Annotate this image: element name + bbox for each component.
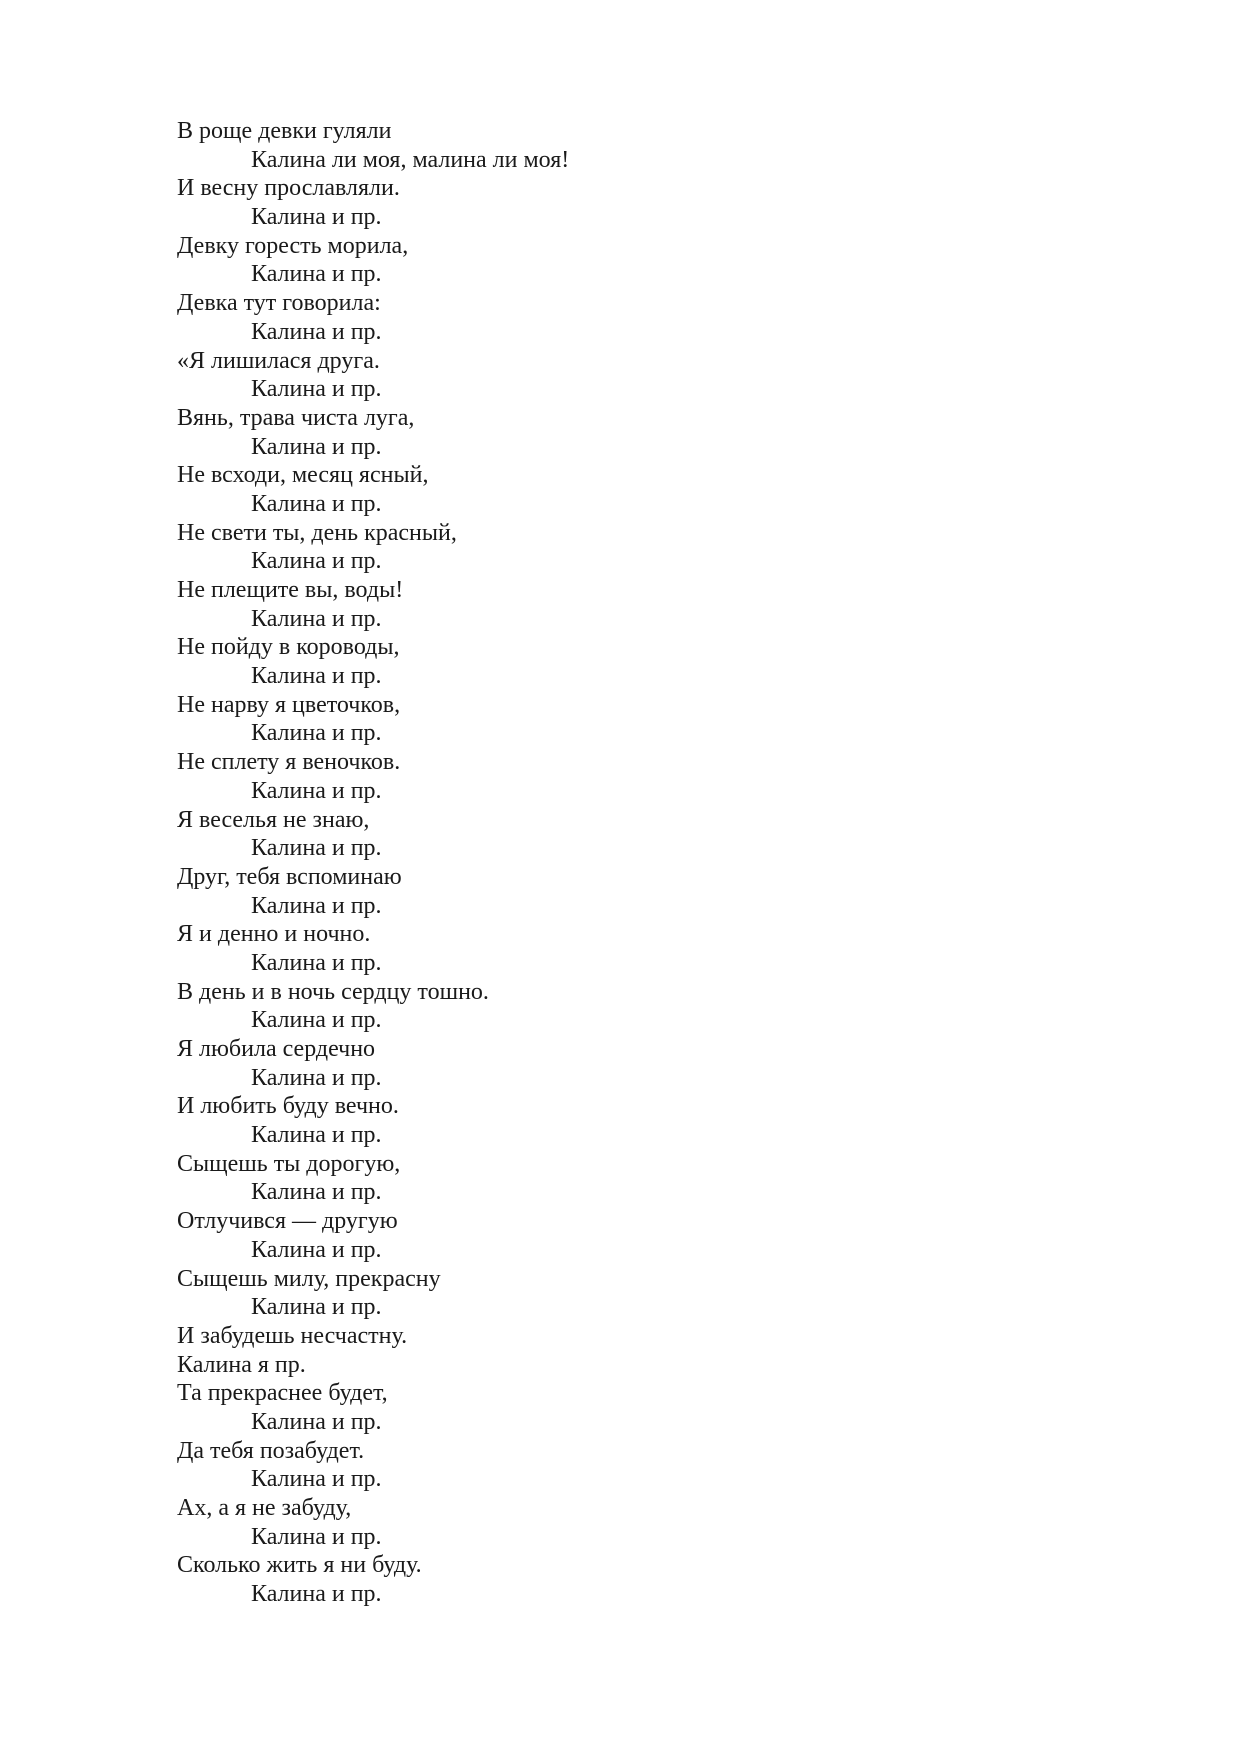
refrain-line: Калина и пр. (251, 318, 382, 345)
verse-line: Сколько жить я ни буду. (177, 1552, 422, 1579)
verse-line: Друг, тебя вспоминаю (177, 863, 402, 890)
verse-line: Калина я пр. (177, 1351, 306, 1378)
refrain-line: Калина и пр. (251, 1294, 382, 1321)
refrain-line: Калина и пр. (251, 663, 382, 690)
verse-line: Да тебя позабудет. (177, 1437, 365, 1464)
refrain-line: Калина и пр. (251, 376, 382, 403)
verse-line: В день и в ночь сердцу тошно. (177, 978, 489, 1005)
verse-line: Девка тут говорила: (177, 290, 381, 317)
refrain-line: Калина и пр. (251, 204, 382, 231)
refrain-line: Калина и пр. (251, 1408, 382, 1435)
refrain-line: Калина и пр. (251, 892, 382, 919)
refrain-line: Калина и пр. (251, 1236, 382, 1263)
poem-text (177, 117, 569, 1609)
refrain-line: Калина и пр. (251, 433, 382, 460)
verse-line: Сыщешь милу, прекрасну (177, 1265, 441, 1292)
refrain-line: Калина и пр. (251, 548, 382, 575)
verse-line: Не свети ты, день красный, (177, 519, 457, 546)
refrain-line: Калина и пр. (251, 1122, 382, 1149)
refrain-line: Калина и пр. (251, 835, 382, 862)
verse-line: Не пойду в короводы, (177, 634, 400, 661)
verse-line: Не сплету я веночков. (177, 749, 401, 776)
verse-line: Не нарву я цветочков, (177, 691, 401, 718)
refrain-line: Калина и пр. (251, 1581, 382, 1608)
verse-line: Вянь, трава чиста луга, (177, 404, 415, 431)
refrain-line: Калина и пр. (251, 1523, 382, 1550)
verse-line: «Я лишилася друга. (177, 347, 380, 374)
refrain-line: Калина и пр. (251, 949, 382, 976)
verse-line: В роще девки гуляли (177, 118, 392, 144)
verse-line: Та прекраснее будет, (177, 1380, 388, 1407)
verse-line: Ах, а я не забуду, (177, 1495, 352, 1521)
verse-line: Сыщешь ты дорогую, (177, 1150, 401, 1177)
verse-line: Не плещите вы, воды! (177, 577, 404, 603)
verse-line: Я веселья не знаю, (177, 806, 370, 833)
verse-line: Девку горесть морила, (177, 232, 409, 259)
verse-line: И забудешь несчастну. (177, 1322, 408, 1349)
refrain-line: Калина ли моя, малина ли моя! (251, 146, 570, 173)
refrain-line: Калина и пр. (251, 1466, 382, 1493)
verse-line: Я любила сердечно (177, 1036, 376, 1062)
verse-line: И весну прославляли. (177, 175, 400, 202)
refrain-line: Калина и пр. (251, 720, 382, 747)
refrain-line: Калина и пр. (251, 261, 382, 288)
verse-line: Я и денно и ночно. (177, 921, 371, 948)
verse-line: Не всходи, месяц ясный, (177, 462, 429, 489)
refrain-line: Калина и пр. (251, 777, 382, 804)
verse-line: Отлучився — другую (177, 1208, 398, 1235)
refrain-line: Калина и пр. (251, 1179, 382, 1206)
refrain-line: Калина и пр. (251, 1007, 382, 1034)
refrain-line: Калина и пр. (251, 490, 382, 517)
verse-line: И любить буду вечно. (177, 1093, 399, 1120)
refrain-line: Калина и пр. (251, 605, 382, 632)
refrain-line: Калина и пр. (251, 1064, 382, 1091)
